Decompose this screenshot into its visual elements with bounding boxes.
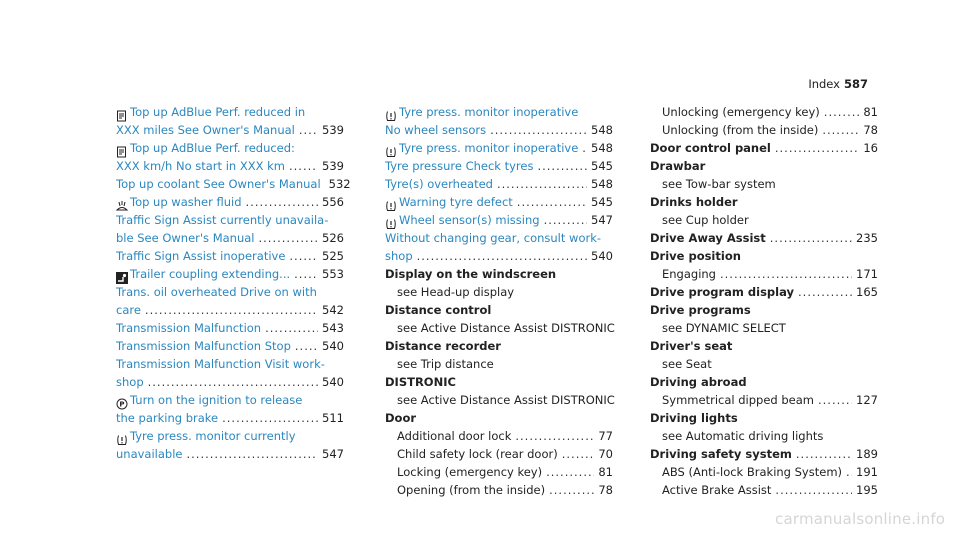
index-entry-text: Top up washer fluid bbox=[130, 195, 242, 209]
index-entry-text: Traffic Sign Assist currently unavaila- bbox=[116, 213, 329, 227]
index-entry bbox=[650, 409, 878, 427]
leader-dots bbox=[258, 229, 318, 247]
index-entry[interactable] bbox=[385, 211, 613, 229]
index-entry bbox=[650, 139, 878, 157]
index-entry bbox=[650, 391, 878, 409]
index-entry[interactable] bbox=[116, 265, 344, 283]
index-entry-text: Locking (emergency key) bbox=[397, 465, 543, 479]
index-entry-text: Top up AdBlue Perf. reduced in bbox=[130, 105, 306, 119]
index-entry-text: unavailable bbox=[116, 447, 183, 461]
index-entry[interactable] bbox=[116, 337, 344, 355]
index-entry bbox=[650, 103, 878, 121]
index-entry bbox=[650, 373, 878, 391]
index-entry[interactable] bbox=[116, 409, 344, 427]
page-reference[interactable]: 553 bbox=[322, 267, 344, 281]
index-entry bbox=[385, 445, 613, 463]
index-entry-text: Transmission Malfunction Stop bbox=[116, 339, 291, 353]
index-entry[interactable] bbox=[116, 319, 344, 337]
index-entry bbox=[650, 265, 878, 283]
leader-dots bbox=[145, 301, 318, 319]
index-entry-text: Traffic Sign Assist inoperative bbox=[116, 249, 286, 263]
index-entry bbox=[385, 463, 613, 481]
index-entry[interactable] bbox=[116, 373, 344, 391]
index-entry[interactable] bbox=[116, 139, 344, 157]
index-entry-text: Top up coolant See Owner's Manual bbox=[116, 177, 321, 191]
index-entry-text: Turn on the ignition to release bbox=[130, 393, 303, 407]
index-entry bbox=[650, 283, 878, 301]
leader-dots bbox=[818, 391, 852, 409]
index-entry-text: Engaging bbox=[662, 267, 716, 281]
page-reference[interactable]: 540 bbox=[322, 339, 344, 353]
page-reference[interactable]: 545 bbox=[591, 159, 613, 173]
leader-dots bbox=[299, 121, 318, 139]
index-entry[interactable] bbox=[116, 175, 351, 193]
page-reference[interactable]: 526 bbox=[322, 231, 344, 245]
index-entry-text: see Active Distance Assist DISTRONIC bbox=[397, 393, 615, 407]
index-entry[interactable] bbox=[116, 427, 344, 445]
index-entry bbox=[650, 229, 878, 247]
index-entry-text: Tyre press. monitor currently bbox=[130, 429, 296, 443]
index-term: Drinks holder bbox=[650, 195, 738, 209]
page-header bbox=[788, 77, 868, 95]
leader-dots bbox=[824, 103, 860, 121]
index-entry-text: see Active Distance Assist DISTRONIC bbox=[397, 321, 615, 335]
page-reference[interactable]: 81 bbox=[863, 105, 878, 119]
page-reference[interactable]: 127 bbox=[856, 393, 878, 407]
leader-dots bbox=[796, 445, 852, 463]
page-reference[interactable]: 532 bbox=[328, 177, 351, 191]
index-entry[interactable] bbox=[385, 193, 613, 211]
index-entry-text: Symmetrical dipped beam bbox=[662, 393, 814, 407]
index-entry-text: Tyre(s) overheated bbox=[385, 177, 493, 191]
index-entry-text: Tyre pressure Check tyres bbox=[385, 159, 534, 173]
leader-dots bbox=[546, 463, 594, 481]
page-reference[interactable]: 542 bbox=[322, 303, 344, 317]
leader-dots bbox=[490, 121, 587, 139]
index-entry[interactable] bbox=[116, 391, 344, 409]
index-entry bbox=[650, 445, 878, 463]
index-entry-text: Transmission Malfunction bbox=[116, 321, 262, 335]
page-reference[interactable]: 548 bbox=[591, 123, 613, 137]
leader-dots bbox=[417, 247, 587, 265]
index-entry bbox=[385, 373, 613, 391]
index-entry-text: Child safety lock (rear door) bbox=[397, 447, 558, 461]
index-entry[interactable] bbox=[116, 445, 344, 463]
index-term: Drive programs bbox=[650, 303, 751, 317]
page-reference[interactable]: 70 bbox=[598, 447, 613, 461]
index-entry-text: Tyre press. monitor inoperative bbox=[399, 141, 579, 155]
parking-brake-icon bbox=[116, 398, 128, 410]
page-reference[interactable]: 545 bbox=[591, 195, 613, 209]
index-entry bbox=[650, 121, 878, 139]
index-entry-text: ABS (Anti-lock Braking System) bbox=[662, 465, 843, 479]
page-reference[interactable]: 77 bbox=[598, 429, 613, 443]
page-reference[interactable]: 540 bbox=[322, 375, 344, 389]
index-entry-text: Opening (from the inside) bbox=[397, 483, 546, 497]
index-entry bbox=[650, 211, 878, 229]
index-entry-text: see Cup holder bbox=[662, 213, 749, 227]
index-entry bbox=[650, 337, 878, 355]
index-entry-text: see Head-up display bbox=[397, 285, 515, 299]
index-term: Driving lights bbox=[650, 411, 738, 425]
index-entry bbox=[385, 481, 613, 499]
index-entry[interactable] bbox=[116, 283, 344, 301]
index-entry[interactable] bbox=[116, 121, 344, 139]
index-entry[interactable] bbox=[116, 355, 344, 373]
index-entry[interactable] bbox=[385, 139, 613, 157]
index-entry-text: Tyre press. monitor inoperative bbox=[399, 105, 579, 119]
leader-dots bbox=[222, 409, 318, 427]
index-term: DISTRONIC bbox=[385, 375, 456, 389]
index-entry-text: see Automatic driving lights bbox=[662, 429, 824, 443]
page-reference[interactable]: 191 bbox=[856, 465, 878, 479]
leader-dots bbox=[246, 193, 319, 211]
page-reference[interactable]: 81 bbox=[598, 465, 613, 479]
page-reference[interactable]: 548 bbox=[591, 177, 613, 191]
index-entry-text: shop bbox=[385, 249, 413, 263]
index-entry bbox=[385, 301, 613, 319]
leader-dots bbox=[770, 229, 852, 247]
index-entry bbox=[650, 427, 878, 445]
index-entry bbox=[385, 319, 613, 337]
leader-dots bbox=[497, 175, 587, 193]
index-term: Driver's seat bbox=[650, 339, 733, 353]
index-entry bbox=[650, 247, 878, 265]
leader-dots bbox=[289, 247, 318, 265]
page-reference[interactable]: 556 bbox=[322, 195, 344, 209]
page-reference[interactable]: 525 bbox=[322, 249, 344, 263]
leader-dots bbox=[846, 463, 852, 481]
index-column-3 bbox=[650, 103, 878, 499]
index-entry-text: XXX km/h No start in XXX km bbox=[116, 159, 285, 173]
index-entry-text: Without changing gear, consult work- bbox=[385, 231, 602, 245]
leader-dots bbox=[562, 445, 595, 463]
index-entry[interactable] bbox=[385, 229, 613, 247]
watermark: carmanualsonline.info bbox=[775, 510, 946, 528]
leader-dots bbox=[517, 193, 587, 211]
leader-dots bbox=[294, 265, 318, 283]
index-entry[interactable] bbox=[385, 175, 613, 193]
index-entry bbox=[385, 391, 613, 409]
adblue-icon bbox=[116, 110, 128, 122]
index-entry-text: Trans. oil overheated Drive on with bbox=[116, 285, 317, 299]
leader-dots bbox=[186, 445, 318, 463]
page-reference[interactable]: 165 bbox=[856, 285, 878, 299]
index-entry-text: Unlocking (from the inside) bbox=[662, 123, 819, 137]
index-entry-text: XXX miles See Owner's Manual bbox=[116, 123, 295, 137]
index-entry[interactable] bbox=[116, 157, 344, 175]
index-term: Drawbar bbox=[650, 159, 706, 173]
page-reference[interactable]: 511 bbox=[322, 411, 344, 425]
index-entry-text: No wheel sensors bbox=[385, 123, 487, 137]
leader-dots bbox=[582, 139, 587, 157]
index-entry-text: Trailer coupling extending... bbox=[130, 267, 291, 281]
leader-dots bbox=[775, 481, 852, 499]
index-entry bbox=[385, 283, 613, 301]
page-reference[interactable]: 539 bbox=[322, 123, 344, 137]
index-entry-text: care bbox=[116, 303, 141, 317]
leader-dots bbox=[544, 211, 587, 229]
leader-dots bbox=[775, 139, 859, 157]
page-reference[interactable]: 548 bbox=[591, 141, 613, 155]
tyre-pressure-icon bbox=[385, 110, 397, 122]
index-entry[interactable] bbox=[385, 247, 613, 265]
page-reference[interactable]: 78 bbox=[863, 123, 878, 137]
index-entry bbox=[385, 265, 613, 283]
leader-dots bbox=[537, 157, 587, 175]
index-column-1 bbox=[116, 103, 351, 463]
index-entry-text: Additional door lock bbox=[397, 429, 512, 443]
index-entry-text: shop bbox=[116, 375, 144, 389]
index-term: Door bbox=[385, 411, 417, 425]
page-reference[interactable]: 547 bbox=[591, 213, 613, 227]
index-entry-text: Warning tyre defect bbox=[399, 195, 513, 209]
page-reference[interactable]: 16 bbox=[863, 141, 878, 155]
index-term: Display on the windscreen bbox=[385, 267, 557, 281]
page-reference[interactable]: 543 bbox=[322, 321, 344, 335]
leader-dots bbox=[148, 373, 318, 391]
page-reference[interactable]: 539 bbox=[322, 159, 344, 173]
adblue-icon bbox=[116, 146, 128, 158]
index-entry-text: see Seat bbox=[662, 357, 712, 371]
leader-dots bbox=[515, 427, 594, 445]
index-entry bbox=[650, 319, 878, 337]
tyre-pressure-icon bbox=[385, 146, 397, 158]
index-entry bbox=[385, 355, 613, 373]
index-term: Door control panel bbox=[650, 141, 771, 155]
tyre-pressure-icon bbox=[385, 218, 397, 230]
header-title: Index bbox=[808, 77, 840, 91]
page-reference[interactable]: 78 bbox=[598, 483, 613, 497]
index-entry bbox=[650, 157, 878, 175]
index-entry[interactable] bbox=[116, 247, 344, 265]
index-entry[interactable] bbox=[116, 103, 344, 121]
index-entry-text: Wheel sensor(s) missing bbox=[399, 213, 540, 227]
index-entry bbox=[385, 409, 613, 427]
index-entry[interactable] bbox=[385, 121, 613, 139]
index-entry-text: Unlocking (emergency key) bbox=[662, 105, 820, 119]
trailer-coupling-icon bbox=[116, 272, 128, 284]
index-entry bbox=[650, 175, 878, 193]
index-entry bbox=[650, 481, 878, 499]
page-reference[interactable]: 189 bbox=[856, 447, 878, 461]
index-entry[interactable] bbox=[385, 157, 613, 175]
index-entry[interactable] bbox=[116, 193, 344, 211]
tyre-pressure-icon bbox=[385, 200, 397, 212]
page-reference[interactable]: 235 bbox=[856, 231, 878, 245]
tyre-pressure-icon bbox=[116, 434, 128, 446]
index-term: Drive Away Assist bbox=[650, 231, 766, 245]
index-entry[interactable] bbox=[385, 103, 613, 121]
index-entry-text: Top up AdBlue Perf. reduced: bbox=[130, 141, 295, 155]
leader-dots bbox=[822, 121, 859, 139]
index-entry-text: see DYNAMIC SELECT bbox=[662, 321, 786, 335]
index-term: Drive position bbox=[650, 249, 741, 263]
index-entry-text: the parking brake bbox=[116, 411, 219, 425]
index-entry bbox=[650, 301, 878, 319]
index-entry[interactable] bbox=[116, 211, 344, 229]
index-entry-text: ble See Owner's Manual bbox=[116, 231, 255, 245]
index-entry bbox=[650, 355, 878, 373]
page-reference[interactable]: 171 bbox=[856, 267, 878, 281]
index-entry-text: Active Brake Assist bbox=[662, 483, 772, 497]
leader-dots bbox=[289, 157, 318, 175]
leader-dots bbox=[798, 283, 852, 301]
leader-dots bbox=[265, 319, 318, 337]
index-entry bbox=[385, 337, 613, 355]
index-term: Drive program display bbox=[650, 285, 795, 299]
index-entry[interactable] bbox=[116, 301, 344, 319]
index-entry-text: see Trip distance bbox=[397, 357, 494, 371]
svg-text:P: P bbox=[119, 400, 125, 409]
index-entry bbox=[650, 463, 878, 481]
index-column-2 bbox=[385, 103, 613, 499]
header-page-number: 587 bbox=[843, 77, 868, 91]
leader-dots bbox=[720, 265, 852, 283]
index-entry bbox=[650, 193, 878, 211]
leader-dots bbox=[549, 481, 594, 499]
index-term: Driving safety system bbox=[650, 447, 792, 461]
index-entry bbox=[385, 427, 613, 445]
leader-dots bbox=[295, 337, 318, 355]
washer-fluid-icon bbox=[116, 200, 128, 212]
index-entry[interactable] bbox=[116, 229, 344, 247]
index-term: Distance recorder bbox=[385, 339, 501, 353]
index-term: Driving abroad bbox=[650, 375, 747, 389]
page-reference[interactable]: 540 bbox=[591, 249, 613, 263]
index-entry-text: see Tow-bar system bbox=[662, 177, 776, 191]
index-term: Distance control bbox=[385, 303, 492, 317]
page-reference[interactable]: 547 bbox=[322, 447, 344, 461]
index-entry-text: Transmission Malfunction Visit work- bbox=[116, 357, 325, 371]
page-reference[interactable]: 195 bbox=[856, 483, 878, 497]
